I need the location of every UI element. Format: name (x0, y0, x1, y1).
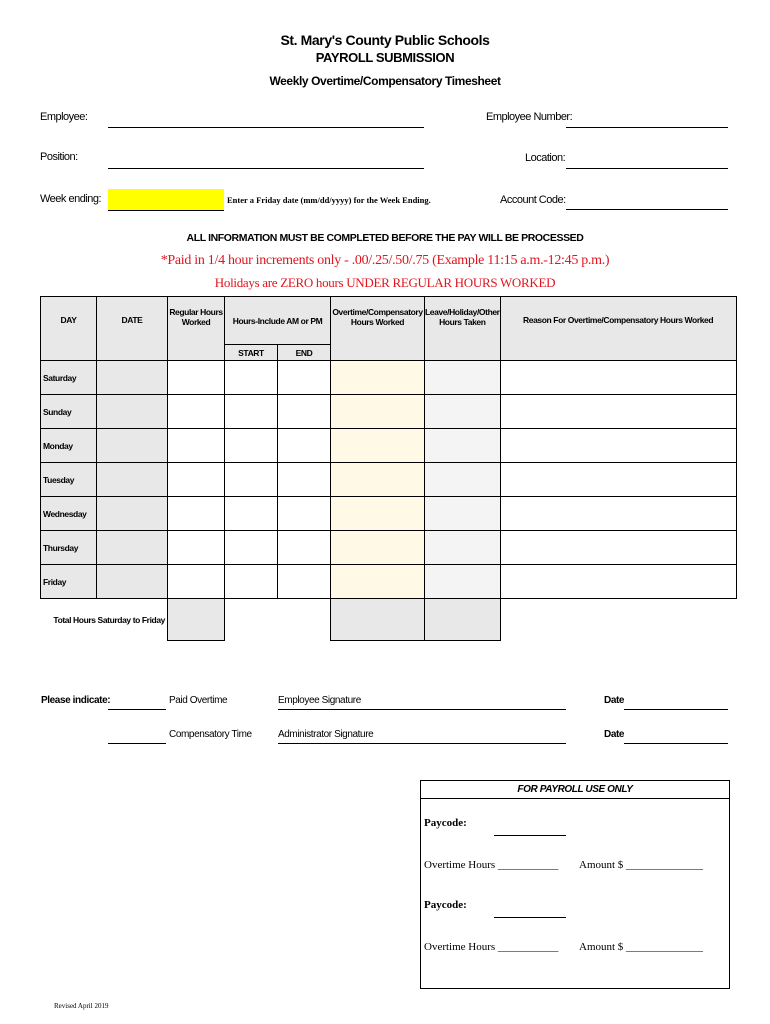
paycode-field[interactable] (494, 917, 566, 918)
col-end: END (278, 345, 331, 361)
blank-cell (225, 599, 331, 641)
end-cell[interactable] (278, 565, 331, 599)
increments-notice: *Paid in 1/4 hour increments only - .00/.25/.50/.75 (Example 11:15 a.m.-12:45 p.m.) (160, 253, 610, 268)
start-cell[interactable] (225, 497, 278, 531)
col-regular-hours: Regular Hours Worked (168, 297, 225, 361)
col-overtime: Overtime/Compensatory Hours Worked (331, 297, 425, 361)
please-indicate-label: Please indicate: (41, 695, 111, 706)
total-hours-label: Total Hours Saturday to Friday (53, 614, 165, 625)
start-cell[interactable] (225, 361, 278, 395)
overtime-hours-label: Overtime Hours ___________ (424, 941, 559, 953)
location-field[interactable] (566, 168, 728, 169)
reason-cell[interactable] (500, 361, 736, 395)
leave-cell[interactable] (425, 361, 501, 395)
col-date: DATE (97, 297, 168, 361)
leave-cell[interactable] (425, 463, 501, 497)
compensatory-time-label: Compensatory Time (169, 729, 252, 740)
date-cell[interactable] (97, 565, 168, 599)
start-cell[interactable] (225, 531, 278, 565)
reason-cell[interactable] (500, 565, 736, 599)
date-cell[interactable] (97, 429, 168, 463)
date-cell[interactable] (97, 463, 168, 497)
completion-notice: ALL INFORMATION MUST BE COMPLETED BEFORE THE PAY WILL BE PROCESSED (186, 232, 584, 244)
form-subtitle: Weekly Overtime/Compensatory Timesheet (269, 74, 501, 88)
reason-cell[interactable] (500, 429, 736, 463)
day-label: Tuesday (41, 463, 97, 497)
position-label: Position: (40, 151, 78, 163)
overtime-cell[interactable] (331, 429, 425, 463)
employee-signature-label: Employee Signature (278, 695, 361, 706)
col-hours: Hours-Include AM or PM (225, 297, 331, 345)
position-field[interactable] (108, 168, 424, 169)
overtime-cell[interactable] (331, 497, 425, 531)
payroll-use-box (420, 780, 730, 989)
date-label: Date (604, 729, 625, 740)
date-cell[interactable] (97, 395, 168, 429)
overtime-hours-label: Overtime Hours ___________ (424, 859, 559, 871)
regular-hours-cell[interactable] (168, 429, 225, 463)
overtime-cell[interactable] (331, 531, 425, 565)
overtime-cell[interactable] (331, 361, 425, 395)
start-cell[interactable] (225, 429, 278, 463)
paid-overtime-check[interactable] (108, 709, 166, 710)
day-label: Monday (41, 429, 97, 463)
paid-overtime-label: Paid Overtime (169, 695, 228, 706)
amount-label: Amount $ ______________ (579, 941, 704, 953)
leave-cell[interactable] (425, 429, 501, 463)
week-ending-label: Week ending: (40, 193, 102, 205)
employee-field[interactable] (108, 127, 424, 128)
regular-hours-cell[interactable] (168, 395, 225, 429)
date-cell[interactable] (97, 531, 168, 565)
col-start: START (225, 345, 278, 361)
week-ending-field[interactable] (108, 189, 224, 211)
overtime-cell[interactable] (331, 565, 425, 599)
total-regular-cell (168, 599, 225, 641)
col-reason: Reason For Overtime/Compensatory Hours Worked (500, 297, 736, 361)
account-code-label: Account Code: (500, 194, 566, 206)
employee-number-field[interactable] (566, 127, 728, 128)
holidays-notice: Holidays are ZERO hours UNDER REGULAR HOURS WORKED (214, 275, 556, 290)
paycode-label: Paycode: (424, 817, 467, 829)
regular-hours-cell[interactable] (168, 497, 225, 531)
day-label: Wednesday (41, 497, 97, 531)
blank-cell (500, 599, 736, 641)
reason-cell[interactable] (500, 395, 736, 429)
amount-label: Amount $ ______________ (579, 859, 704, 871)
reason-cell[interactable] (500, 497, 736, 531)
date-cell[interactable] (97, 497, 168, 531)
payroll-heading: FOR PAYROLL USE ONLY (421, 781, 729, 799)
end-cell[interactable] (278, 361, 331, 395)
form-title: PAYROLL SUBMISSION (315, 50, 455, 65)
location-label: Location: (525, 152, 566, 164)
day-label: Thursday (41, 531, 97, 565)
end-cell[interactable] (278, 531, 331, 565)
employee-date-field[interactable] (624, 709, 728, 710)
overtime-cell[interactable] (331, 463, 425, 497)
regular-hours-cell[interactable] (168, 361, 225, 395)
col-leave: Leave/Holiday/Other Hours Taken (425, 297, 501, 361)
revised-note: Revised April 2019 (54, 1002, 109, 1010)
reason-cell[interactable] (500, 531, 736, 565)
administrator-date-field[interactable] (624, 743, 728, 744)
administrator-signature-label: Administrator Signature (278, 729, 374, 740)
day-label: Friday (41, 565, 97, 599)
leave-cell[interactable] (425, 531, 501, 565)
org-name: St. Mary's County Public Schools (280, 32, 490, 48)
employee-signature-field[interactable] (278, 709, 566, 710)
end-cell[interactable] (278, 395, 331, 429)
employee-number-label: Employee Number: (486, 111, 573, 123)
regular-hours-cell[interactable] (168, 531, 225, 565)
account-code-field[interactable] (566, 209, 728, 210)
administrator-signature-field[interactable] (278, 743, 566, 744)
start-cell[interactable] (225, 565, 278, 599)
employee-label: Employee: (40, 111, 88, 123)
total-leave-cell (425, 599, 501, 641)
paycode-field[interactable] (494, 835, 566, 836)
end-cell[interactable] (278, 497, 331, 531)
end-cell[interactable] (278, 463, 331, 497)
timesheet-table (40, 296, 737, 641)
regular-hours-cell[interactable] (168, 463, 225, 497)
leave-cell[interactable] (425, 565, 501, 599)
reason-cell[interactable] (500, 463, 736, 497)
overtime-cell[interactable] (331, 395, 425, 429)
total-overtime-cell (331, 599, 425, 641)
compensatory-time-check[interactable] (108, 743, 166, 744)
col-day: DAY (41, 297, 97, 361)
paycode-label: Paycode: (424, 899, 467, 911)
day-label: Saturday (41, 361, 97, 395)
leave-cell[interactable] (425, 497, 501, 531)
week-ending-hint: Enter a Friday date (mm/dd/yyyy) for the Week Ending. (227, 195, 431, 205)
regular-hours-cell[interactable] (168, 565, 225, 599)
end-cell[interactable] (278, 429, 331, 463)
leave-cell[interactable] (425, 395, 501, 429)
date-cell[interactable] (97, 361, 168, 395)
start-cell[interactable] (225, 395, 278, 429)
date-label: Date (604, 695, 625, 706)
day-label: Sunday (41, 395, 97, 429)
start-cell[interactable] (225, 463, 278, 497)
